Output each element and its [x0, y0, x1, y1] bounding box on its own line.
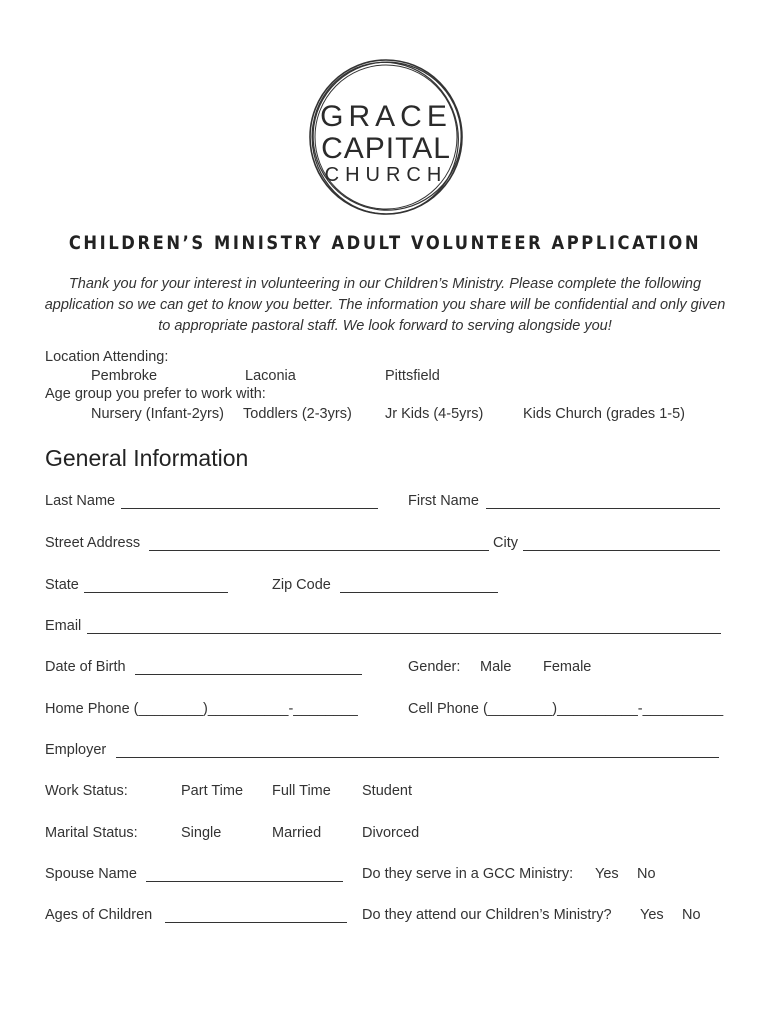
city-field[interactable]: [523, 550, 720, 551]
ages-children-field[interactable]: [165, 922, 347, 923]
age-group-label: Age group you prefer to work with:: [45, 386, 266, 402]
section-heading: General Information: [45, 445, 249, 471]
last-name-field[interactable]: [121, 508, 378, 509]
logo-line-1: GRACE: [320, 100, 452, 133]
marital-option-single[interactable]: Single: [181, 825, 222, 841]
logo-line-3: CHURCH: [324, 164, 448, 186]
serve-option-no[interactable]: No: [637, 866, 656, 882]
location-label: Location Attending:: [45, 349, 169, 365]
location-option-pittsfield[interactable]: Pittsfield: [385, 368, 440, 384]
church-logo: [305, 56, 467, 218]
employer-field[interactable]: [116, 757, 719, 758]
first-name-field[interactable]: [486, 508, 720, 509]
page-title: CHILDREN’S MINISTRY ADULT VOLUNTEER APPLICATION: [68, 232, 702, 254]
dob-field[interactable]: [135, 674, 362, 675]
home-phone-field[interactable]: Home Phone (________)__________-________: [45, 701, 358, 717]
street-address-label: Street Address: [45, 535, 141, 551]
first-name-label: First Name: [408, 493, 479, 509]
zip-label: Zip Code: [272, 577, 331, 593]
marital-status-label: Marital Status:: [45, 825, 138, 841]
age-option-jr-kids[interactable]: Jr Kids (4-5yrs): [385, 406, 484, 422]
work-option-student[interactable]: Student: [362, 783, 412, 799]
email-label: Email: [45, 618, 82, 634]
location-option-laconia[interactable]: Laconia: [245, 368, 296, 384]
work-status-label: Work Status:: [45, 783, 128, 799]
work-option-part-time[interactable]: Part Time: [181, 783, 244, 799]
attend-question: Do they attend our Children’s Ministry?: [362, 907, 612, 923]
marital-option-divorced[interactable]: Divorced: [362, 825, 420, 841]
ages-children-label: Ages of Children: [45, 907, 153, 923]
age-option-toddlers[interactable]: Toddlers (2-3yrs): [243, 406, 352, 422]
employer-label: Employer: [45, 742, 107, 758]
location-option-pembroke[interactable]: Pembroke: [91, 368, 158, 384]
state-field[interactable]: [84, 592, 228, 593]
gender-label: Gender:: [408, 659, 461, 675]
attend-option-no[interactable]: No: [682, 907, 701, 923]
gender-option-male[interactable]: Male: [480, 659, 512, 675]
street-address-field[interactable]: [149, 550, 489, 551]
intro-paragraph: Thank you for your interest in volunteering in our Children’s Ministry. Please complete the following application so we can get to know you better. The information you share will be confidential and only given to appropriate pastoral staff. We look forward to serving alongside you!: [44, 276, 726, 334]
spouse-name-label: Spouse Name: [45, 866, 137, 882]
last-name-label: Last Name: [45, 493, 116, 509]
work-option-full-time[interactable]: Full Time: [272, 783, 331, 799]
age-option-kids-church[interactable]: Kids Church (grades 1-5): [523, 406, 685, 422]
marital-option-married[interactable]: Married: [272, 825, 322, 841]
logo-line-2: CAPITAL: [321, 132, 451, 165]
cell-phone-field[interactable]: Cell Phone (________)__________-__________: [408, 701, 724, 717]
spouse-name-field[interactable]: [146, 881, 343, 882]
city-label: City: [493, 535, 518, 551]
dob-label: Date of Birth: [45, 659, 126, 675]
state-label: State: [45, 577, 79, 593]
zip-field[interactable]: [340, 592, 498, 593]
serve-option-yes[interactable]: Yes: [595, 866, 619, 882]
serve-question: Do they serve in a GCC Ministry:: [362, 866, 574, 882]
gender-option-female[interactable]: Female: [543, 659, 592, 675]
age-option-nursery[interactable]: Nursery (Infant-2yrs): [91, 406, 224, 422]
email-field[interactable]: [87, 633, 721, 634]
attend-option-yes[interactable]: Yes: [640, 907, 664, 923]
